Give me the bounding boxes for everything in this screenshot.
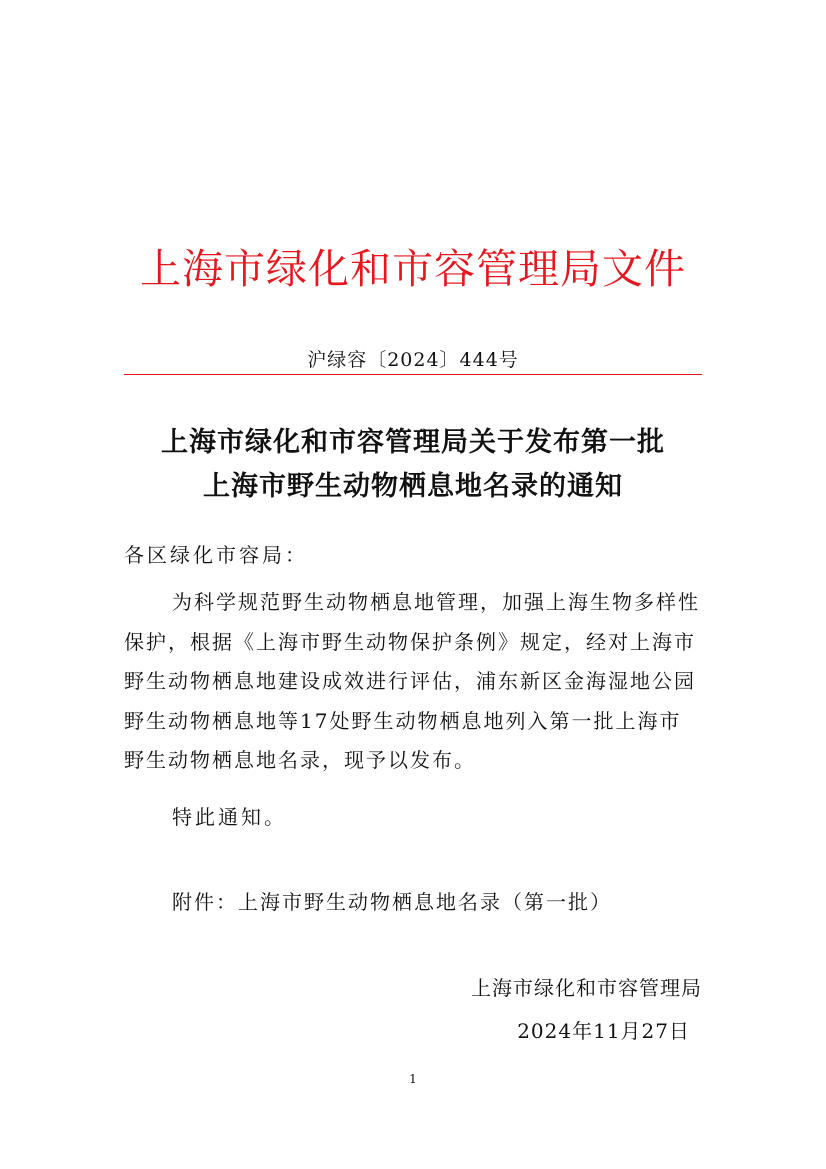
page-number: 1 [409, 1072, 417, 1086]
salutation: 各区绿化市容局： [124, 543, 308, 567]
issue-date: 2024年11月27日 [517, 1019, 690, 1043]
notice-title-line-2: 上海市野生动物栖息地名录的通知 [203, 471, 623, 502]
attachment-line: 附件：上海市野生动物栖息地名录（第一批） [172, 890, 612, 914]
body-paragraph-line: 为科学规范野生动物栖息地管理，加强上海生物多样性 [172, 590, 700, 614]
document-number: 沪绿容〔2024〕444号 [307, 349, 519, 371]
document-header-title: 上海市绿化和市容管理局文件 [140, 245, 686, 293]
red-divider-line [124, 374, 702, 375]
body-paragraph-line: 野生动物栖息地名录，现予以发布。 [124, 748, 476, 772]
notice-title-line-1: 上海市绿化和市容管理局关于发布第一批 [161, 427, 665, 458]
closing-remark: 特此通知。 [172, 805, 287, 829]
body-paragraph-line: 野生动物栖息地建设成效进行评估，浦东新区金海湿地公园 [124, 669, 696, 693]
body-paragraph-line: 保护，根据《上海市野生动物保护条例》规定，经对上海市 [124, 630, 696, 654]
issuer-signature: 上海市绿化和市容管理局 [471, 976, 702, 1000]
body-paragraph-line: 野生动物栖息地等17处野生动物栖息地列入第一批上海市 [124, 709, 682, 733]
